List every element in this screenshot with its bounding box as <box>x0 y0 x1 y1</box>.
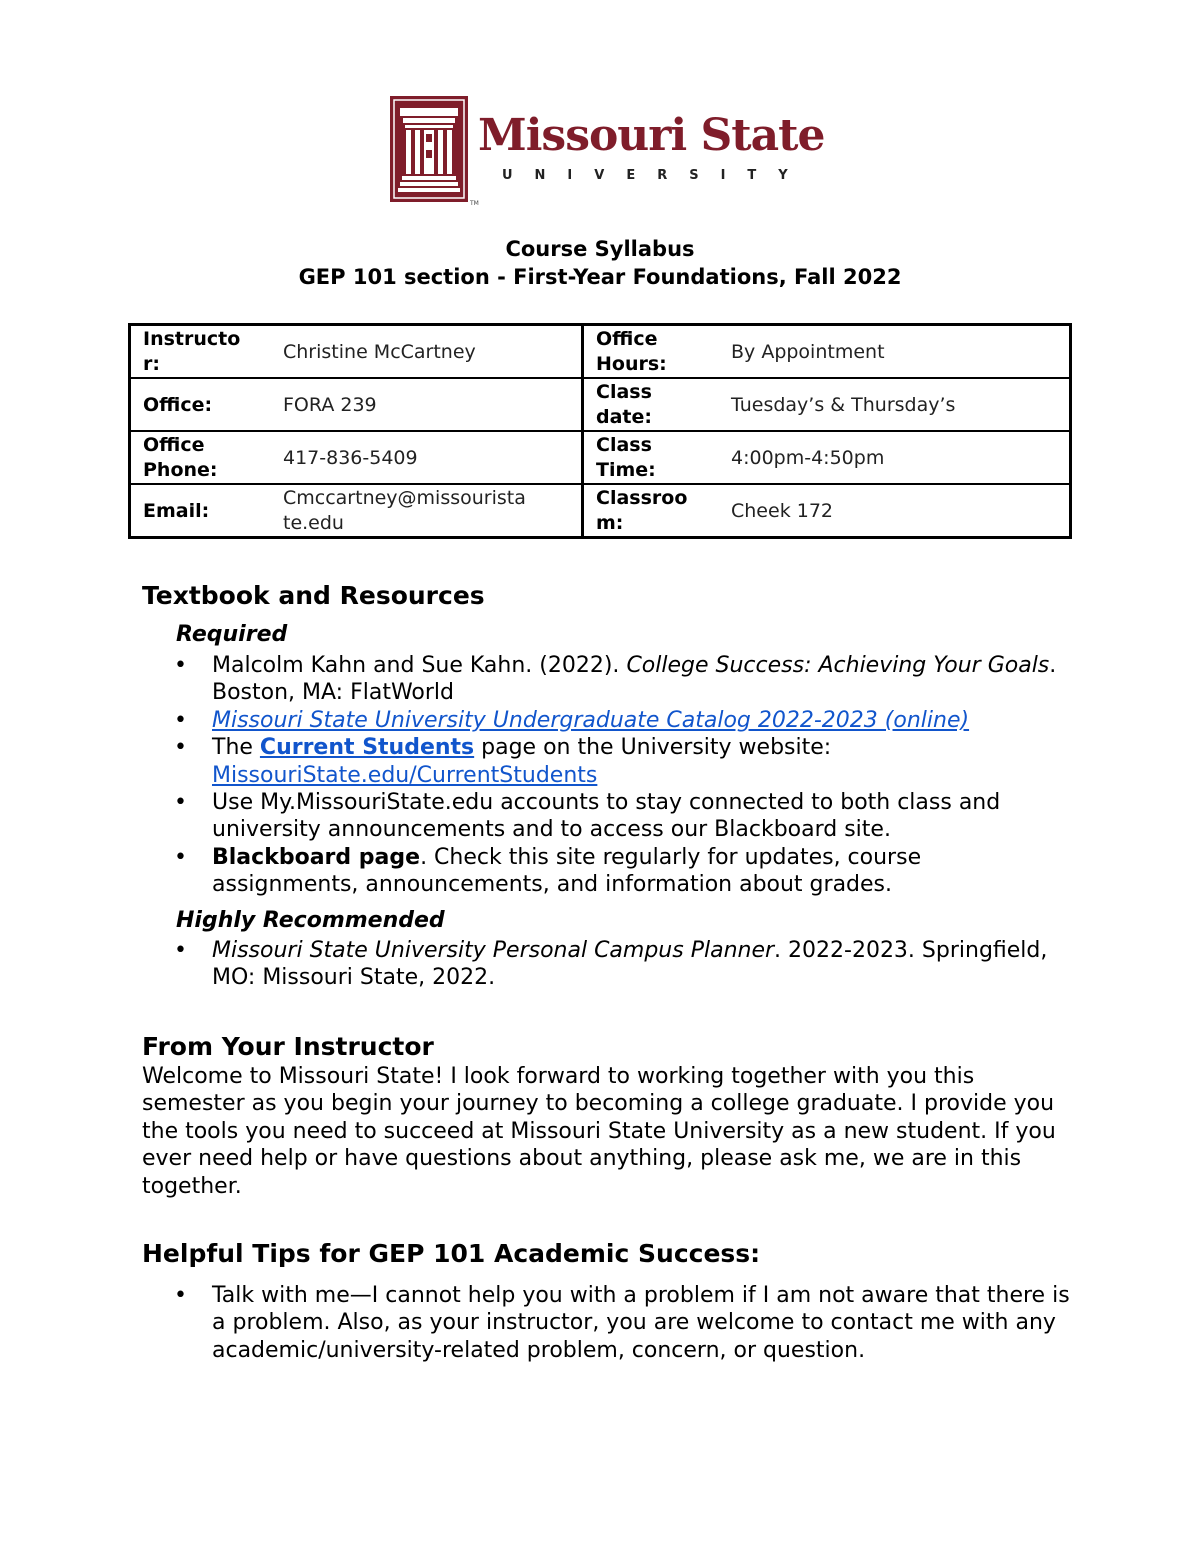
building-logo-icon <box>390 96 468 202</box>
table-value: By Appointment <box>719 325 1071 379</box>
table-label: Class date: <box>583 378 720 431</box>
bullet-icon: • <box>174 790 187 816</box>
list-item: • Blackboard page. Check this site regularly for updates, course assignments, announcements, and information about grades. <box>174 844 922 898</box>
bullet-icon: • <box>174 938 187 963</box>
table-value: Christine McCartney <box>271 325 583 379</box>
instructor-heading: From Your Instructor <box>142 1032 434 1061</box>
page-title: Course Syllabus <box>505 237 695 261</box>
table-row <box>130 325 1071 379</box>
instructor-welcome-text: Welcome to Missouri State! I look forward to working together with you this semester as you begin your journey to becoming a college graduate. I provide you the tools you need to succeed at Missouri State University as a new student. If you ever need help or have questions about anything, please ask me, we are in this together. <box>142 1064 1056 1199</box>
table-value: 4:00pm-4:50pm <box>719 431 1071 484</box>
table-value: Cheek 172 <box>719 484 1071 538</box>
logo-subtitle: UNIVERSITY <box>502 168 810 183</box>
table-row <box>130 431 1071 484</box>
current-students-url-link[interactable]: MissouriState.edu/CurrentStudents <box>212 762 598 788</box>
list-item: • Use My.MissouriState.edu accounts to stay connected to both class and university announcements and to access our Blackboard site. <box>174 790 1001 843</box>
tips-list <box>142 1282 1072 1364</box>
table-value: Tuesday’s & Thursday’s <box>719 378 1071 431</box>
table-row <box>130 484 1071 538</box>
recommended-label: Highly Recommended <box>176 908 445 933</box>
book-title: College Success: Achieving Your Goals <box>626 653 1050 678</box>
bullet-icon: • <box>174 653 187 678</box>
logo-wordmark: Missouri State <box>478 110 825 161</box>
course-title: GEP 101 section - First-Year Foundations, Fall 2022 <box>298 265 902 289</box>
table-value: FORA 239 <box>271 378 583 431</box>
table-value: 417-836-5409 <box>271 431 583 484</box>
table-label: Office: <box>130 378 272 431</box>
catalog-link[interactable]: Missouri State University Undergraduate Catalog 2022-2023 (online) <box>212 707 970 733</box>
table-label: Instructo r: <box>130 325 272 379</box>
bullet-icon: • <box>174 844 187 870</box>
list-item <box>142 707 1072 734</box>
current-students-link[interactable]: Current Students <box>259 735 475 761</box>
list-item: • Talk with me—I cannot help you with a problem if I am not aware that there is a problem. Also, as your instructor, you are welcome to contact me with any academic/university-related problem, concern, or question. <box>174 1283 1070 1363</box>
table-value: Cmccartney@missourista te.edu <box>271 484 583 538</box>
list-item: • The Current Students page on the University website: MissouriState.edu/CurrentStudents <box>174 735 832 788</box>
list-item: • Missouri State University Personal Campus Planner. 2022-2023. Springfield, MO: Missouri State, 2022. <box>174 938 1048 991</box>
course-info-table <box>128 323 1072 539</box>
table-label: Class Time: <box>583 431 720 484</box>
table-label: Email: <box>130 484 272 538</box>
table-label: Classroo m: <box>583 484 720 538</box>
required-list <box>142 652 1072 899</box>
logo-trademark: TM <box>470 200 479 207</box>
recommended-list <box>142 937 1072 992</box>
bullet-icon: • <box>174 1283 187 1308</box>
bullet-icon: • <box>174 735 187 761</box>
textbook-heading: Textbook and Resources <box>142 581 485 610</box>
bullet-icon: • <box>174 707 187 733</box>
table-row <box>130 378 1071 431</box>
table-label: Office Phone: <box>130 431 272 484</box>
tips-heading: Helpful Tips for GEP 101 Academic Success: <box>142 1239 761 1268</box>
university-logo <box>390 96 825 207</box>
table-label: Office Hours: <box>583 325 720 379</box>
list-item: • Malcolm Kahn and Sue Kahn. (2022). College Success: Achieving Your Goals. Boston, MA: FlatWorld <box>174 653 1057 706</box>
required-label: Required <box>176 622 288 647</box>
